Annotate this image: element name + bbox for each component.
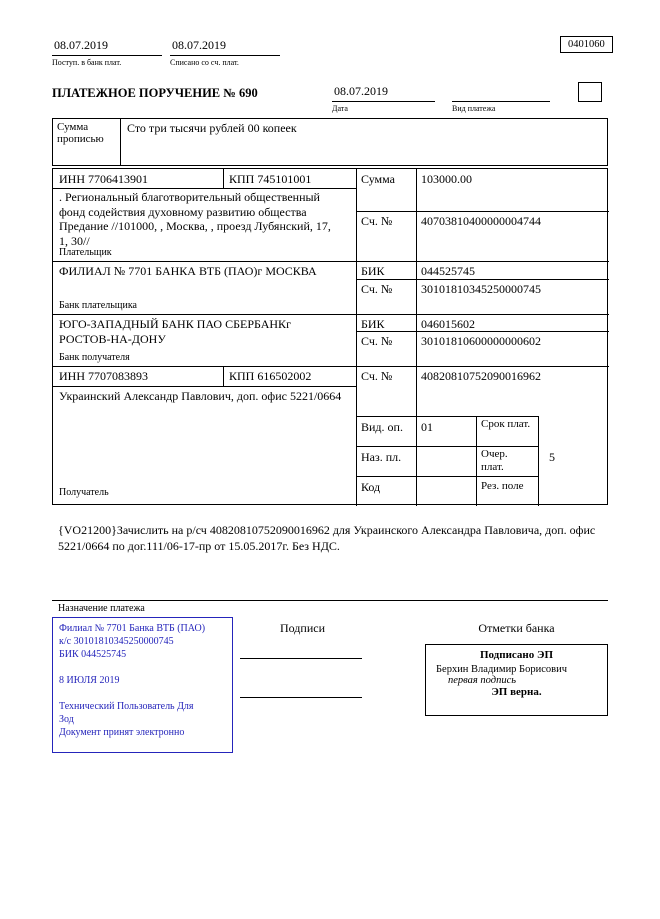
payer-name: . Региональный благотворительный общественный фонд содействия духовному развитию общества Предание //101000, , Москва, , проезд Лубянский, 17, 1, 30// — [59, 190, 331, 248]
priority-value: 5 — [549, 450, 555, 464]
stamp-line: Технический Пользователь Для — [59, 701, 194, 712]
payer-bank-label: Банк плательщика — [59, 300, 137, 311]
border-line — [52, 600, 608, 601]
payment-type-field — [452, 84, 550, 113]
payer-bank-name: ФИЛИАЛ № 7701 БАНКА ВТБ (ПАО)г МОСКВА — [59, 264, 317, 278]
date-received-field — [52, 38, 162, 67]
beneficiary-bank-bik: 046015602 — [421, 317, 475, 331]
beneficiary-label: Получатель — [59, 487, 109, 498]
purpose-text: {VO21200}Зачислить на р/сч 40820810752090016962 для Украинского Александра Павловича, доп. офис 5221/0664 по дог.111/06-17-пр от 15.05.2017г. Без НДС. — [58, 523, 596, 553]
border-line — [416, 169, 417, 506]
beneficiary-bank-account: 30101810600000000602 — [421, 334, 541, 348]
bank-electronic-stamp — [52, 617, 233, 753]
main-table — [52, 168, 608, 505]
beneficiary-account: 40820810752090016962 — [421, 369, 541, 383]
stamp-line: Зод — [59, 714, 74, 725]
amount-label: Сумма — [361, 172, 395, 186]
esign-title: Подписано ЭП — [479, 649, 554, 661]
document-title: ПЛАТЕЖНОЕ ПОРУЧЕНИЕ № 690 — [52, 86, 258, 100]
amount-value: 103000.00 — [421, 172, 472, 186]
doc-date-label: Дата — [332, 104, 348, 113]
esign-subtitle: первая подпись — [448, 675, 517, 686]
beneficiary-account-label: Сч. № — [361, 369, 393, 383]
beneficiary-bank-label: Банк получателя — [59, 352, 130, 363]
border-line — [356, 169, 357, 506]
beneficiary-name: Украинский Александр Павлович, доп. офис 5221/0664 — [59, 389, 342, 403]
payment-type-value — [452, 84, 550, 102]
border-line — [476, 416, 477, 506]
code-label: Код — [361, 480, 381, 494]
stamp-line: Филиал № 7701 Банка ВТБ (ПАО) — [59, 623, 206, 634]
border-line — [53, 314, 609, 315]
border-line — [223, 169, 224, 188]
form-code-box: 0401060 — [560, 36, 613, 53]
op-type-label: Вид. оп. — [361, 420, 403, 434]
payer-inn: ИНН 7706413901 — [59, 172, 148, 186]
beneficiary-inn: ИНН 7707083893 — [59, 369, 148, 383]
esign-stamp — [425, 644, 608, 716]
bank-marks-header: Отметки банка — [478, 621, 555, 635]
payment-type-box — [578, 82, 602, 102]
payer-label: Плательщик — [59, 247, 112, 258]
payment-term-label: Срок плат. — [481, 418, 531, 430]
beneficiary-bank-account-label: Сч. № — [361, 334, 393, 348]
payer-bank-bik: 044525745 — [421, 264, 475, 278]
border-line — [356, 476, 538, 477]
payment-type-label: Вид платежа — [452, 104, 496, 113]
stamp-line: к/с 30101810345250000745 — [59, 636, 174, 647]
doc-date-field — [332, 84, 435, 113]
esign-name: Берхин Владимир Борисович — [436, 664, 567, 675]
border-line — [356, 416, 538, 417]
stamp-line — [59, 661, 226, 674]
reserve-field-label: Рез. поле — [481, 480, 524, 492]
border-line — [356, 331, 609, 332]
doc-date-value: 08.07.2019 — [332, 84, 435, 102]
date-debited-label: Списано со сч. плат. — [170, 58, 239, 67]
payer-bank-account: 30101810345250000745 — [421, 282, 541, 296]
border-line — [53, 386, 356, 387]
payer-kpp: КПП 745101001 — [229, 172, 312, 186]
payer-account-label: Сч. № — [361, 214, 393, 228]
border-line — [223, 366, 224, 386]
border-line — [538, 416, 539, 506]
amount-words-label: Сумма прописью — [53, 119, 121, 165]
stamp-line: 8 ИЮЛЯ 2019 — [59, 675, 120, 686]
purpose-label: Назначение платежа — [58, 603, 145, 614]
payer-bank-account-label: Сч. № — [361, 282, 393, 296]
priority-label: Очер. плат. — [481, 448, 508, 473]
signature-line — [240, 658, 362, 659]
date-debited-value: 08.07.2019 — [170, 38, 280, 56]
beneficiary-bank-bik-label: БИК — [361, 317, 385, 331]
purpose-code-label: Наз. пл. — [361, 450, 402, 464]
signatures-header: Подписи — [279, 621, 326, 635]
beneficiary-bank-name: ЮГО-ЗАПАДНЫЙ БАНК ПАО СБЕРБАНКг РОСТОВ-НА-ДОНУ — [59, 317, 291, 346]
date-received-value: 08.07.2019 — [52, 38, 162, 56]
signature-line — [240, 697, 362, 698]
stamp-line: Документ принят электронно — [59, 727, 185, 738]
op-type-value: 01 — [421, 420, 433, 434]
border-line — [53, 261, 609, 262]
amount-words-block — [52, 118, 608, 166]
payer-bank-bik-label: БИК — [361, 264, 385, 278]
stamp-line: БИК 044525745 — [59, 649, 127, 660]
esign-verified: ЭП верна. — [491, 686, 542, 698]
border-line — [356, 446, 538, 447]
date-received-label: Поступ. в банк плат. — [52, 58, 122, 67]
date-debited-field — [170, 38, 280, 67]
stamp-line — [59, 687, 226, 700]
beneficiary-kpp: КПП 616502002 — [229, 369, 312, 383]
border-line — [356, 211, 609, 212]
border-line — [53, 366, 609, 367]
amount-words-value: Сто три тысячи рублей 00 копеек — [127, 121, 297, 135]
border-line — [53, 188, 356, 189]
border-line — [356, 279, 609, 280]
payer-account: 40703810400000004744 — [421, 214, 541, 228]
